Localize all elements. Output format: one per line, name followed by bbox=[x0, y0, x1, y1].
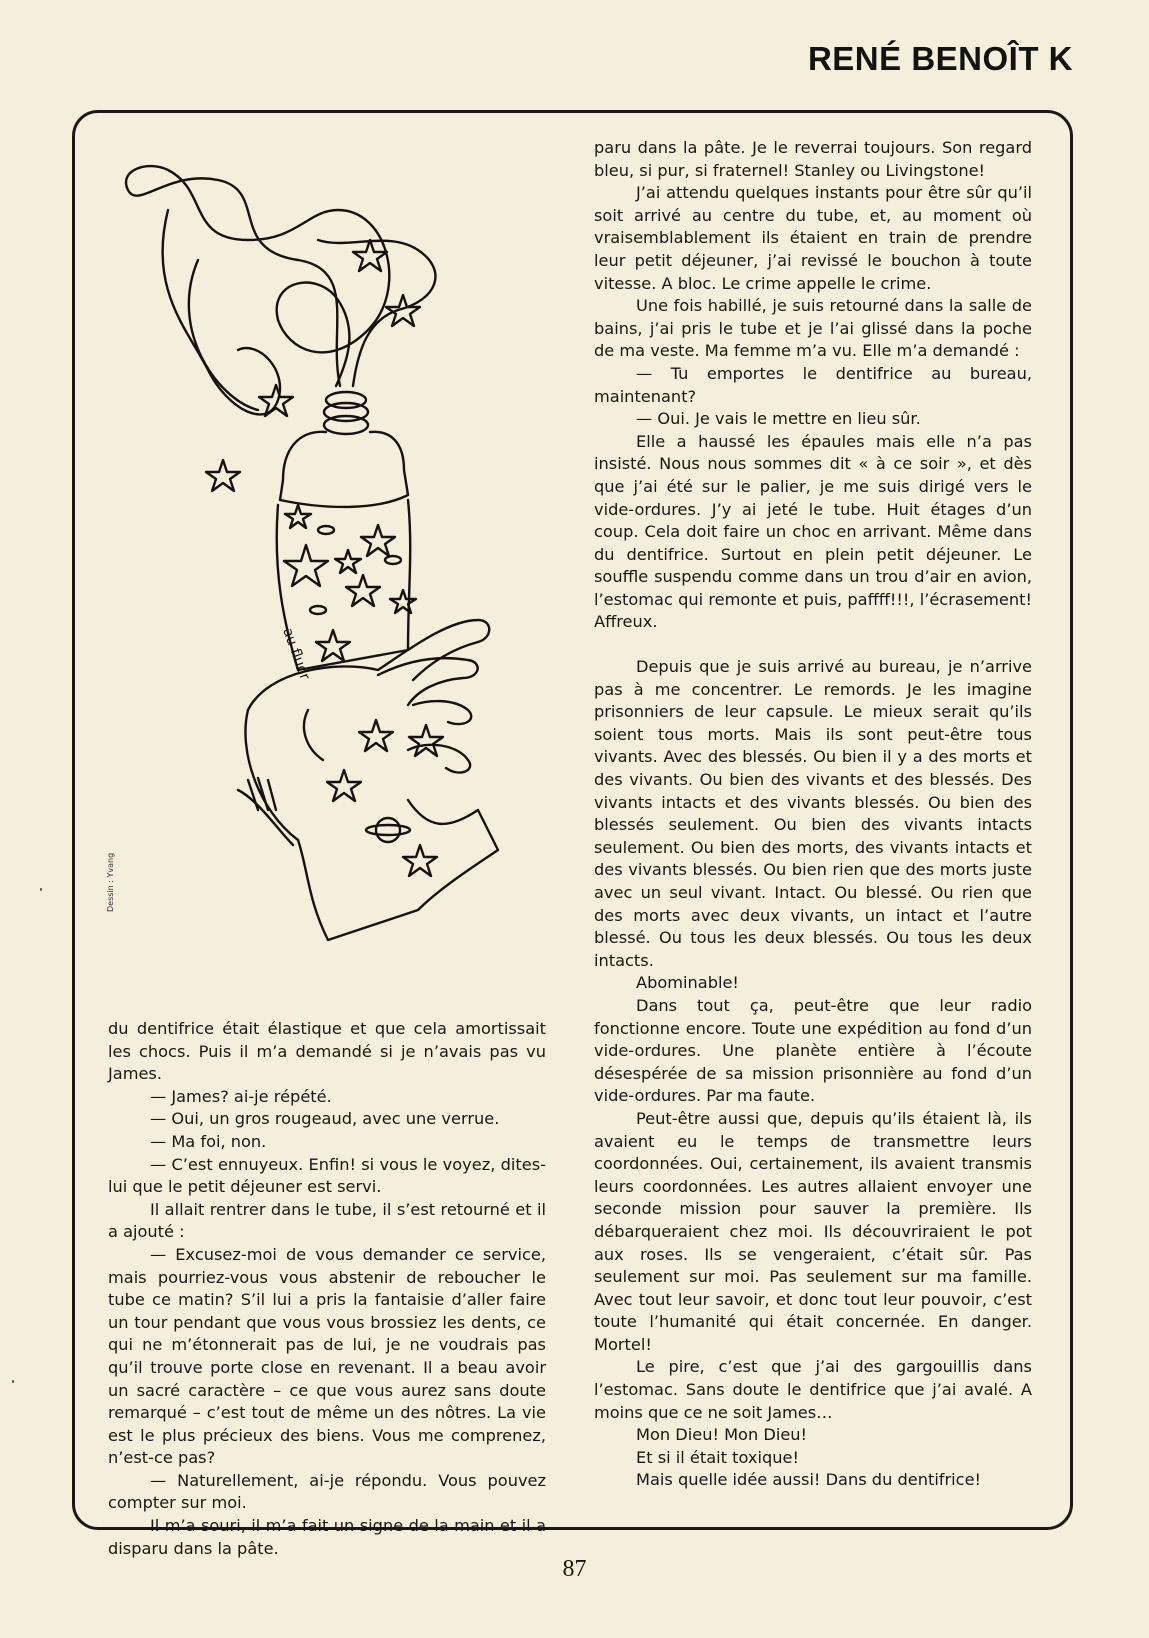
paragraph: Le pire, c’est que j’ai des gargouillis dans l’estomac. Sans doute le dentifrice que j’ai avalé. A moins que ce ne soit James… bbox=[594, 1357, 1032, 1422]
paper-speck bbox=[12, 1380, 14, 1383]
paragraph: du dentifrice était élastique et que cela amortissait les chocs. Puis il m’a demandé si je n’avais pas vu James. bbox=[108, 1019, 546, 1084]
paragraph: — Excusez-moi de vous demander ce service, mais pourriez-vous vous abstenir de reboucher le tube ce matin? S’il lui a pris la fantaisie d’aller faire un tour pendant que vous vous brossiez les dents, ce qui ne m’étonnerait pas de lui, je ne voudrais pas qu’il trouve porte close en revenant. Il a beau avoir un sacré caractère – ce que vous aurez sans doute remarqué – c’est tout de même un des nôtres. La vie est le plus précieux des biens. Vous me comprenez, n’est-ce pas? bbox=[108, 1244, 546, 1468]
paragraph: Depuis que je suis arrivé au bureau, je n’arrive pas à me concentrer. Le remords. Je les imagine prisonniers de leur capsule. Le mieux serait qu’ils soient tous morts. Mais ils sont peut-être tous vivants. Avec des blessés. Ou bien il y a des morts et des vivants. Ou bien des vivants et des blessés. Des vivants intacts et des vivants blessés. Ou bien des blessés seulement. Ou bien des vivants intacts seulement. Ou bien des morts, des vivants intacts et des vivants blessés. Ou bien rien que des morts juste avec un seul vivant. Intact. Ou blessé. Ou rien que des morts avec deux vivants, un intact et l’autre blessé. Ou tous les deux blessés. Ou tous les deux intacts. bbox=[594, 657, 1032, 970]
paragraph: Il allait rentrer dans le tube, il s’est retourné et il a ajouté : bbox=[108, 1199, 546, 1242]
paragraph: Une fois habillé, je suis retourné dans la salle de bains, j’ai pris le tube et je l’ai glissé dans la poche de ma veste. Ma femme m’a vu. Elle m’a demandé : bbox=[594, 296, 1032, 361]
paragraph: Mon Dieu! Mon Dieu! bbox=[636, 1425, 808, 1445]
left-text-column bbox=[108, 1018, 546, 1560]
paragraph: Abominable! bbox=[636, 973, 739, 993]
right-text-column bbox=[594, 137, 1032, 1492]
paragraph: Et si il était toxique! bbox=[636, 1447, 799, 1467]
paragraph: paru dans la pâte. Je le reverrai toujours. Son regard bleu, si pur, si fraternel! Stanley ou Livingstone! bbox=[594, 138, 1032, 180]
paragraph: — Tu emportes le dentifrice au bureau, maintenant? bbox=[594, 363, 1032, 406]
paragraph: J’ai attendu quelques instants pour être sûr qu’il soit arrivé au centre du tube, et, au moment où vraisemblablement ils étaient en train de prendre leur petit déjeuner, j’ai revissé le bouchon à toute vitesse. A bloc. Le crime appelle le crime. bbox=[594, 183, 1032, 293]
paragraph: Peut-être aussi que, depuis qu’ils étaient là, ils avaient eu le temps de transmettre leurs coordonnées. Oui, certainement, ils avaient transmis leurs coordonnées. Les autres allaient envoyer une seconde mission pour sauver la première. Ils débarqueraient chez moi. Ils découvriraient le pot aux roses. Ils se vengeraient, c’était sûr. Pas seulement sur moi. Pas seulement sur ma famille. Avec tout leur savoir, et donc tout leur pouvoir, c’est toute l’humanité qui était concernée. En danger. Mortel! bbox=[594, 1108, 1032, 1354]
paragraph: — Naturellement, ai-je répondu. Vous pouvez compter sur moi. bbox=[108, 1470, 546, 1513]
star-icons bbox=[206, 240, 443, 876]
paragraph: — Oui, un gros rougeaud, avec une verrue. bbox=[150, 1109, 500, 1129]
paragraph: — James? ai-je répété. bbox=[150, 1086, 332, 1106]
paragraph: — C’est ennuyeux. Enfin! si vous le voyez, dites-lui que le petit déjeuner est servi. bbox=[108, 1154, 546, 1197]
paragraph: Mais quelle idée aussi! Dans du dentifrice! bbox=[636, 1470, 982, 1490]
tube-body bbox=[280, 432, 408, 507]
paragraph: — Ma foi, non. bbox=[150, 1131, 267, 1151]
illustration-credit: Dessin : Yvang bbox=[106, 852, 115, 912]
toothpaste-tube-illustration bbox=[108, 150, 568, 980]
page-number: 87 bbox=[562, 1556, 587, 1582]
paragraph: Dans tout ça, peut-être que leur radio fonctionne encore. Toute une expédition au fond d’un vide-ordures. Une planète entière à l’écoute désespérée de sa mission prisonnière au fond d’un vide-ordures. Par ma faute. bbox=[594, 995, 1032, 1106]
paragraph: Il m’a souri, il m’a fait un signe de la main et il a disparu dans la pâte. bbox=[108, 1516, 546, 1558]
artist-signature: au fluor bbox=[279, 625, 313, 683]
paragraph: — Oui. Je vais le mettre en lieu sûr. bbox=[636, 409, 921, 429]
paragraph: Elle a haussé les épaules mais elle n’a pas insisté. Nous nous sommes dit « à ce soir », et dès que j’ai été sur le palier, je me suis dirigé vers le vide-ordures. J’y ai jeté le tube. Huit étages d’un coup. Cela doit faire un choc en arrivant. Même dans du dentifrice. Surtout en plein petit déjeuner. Le souffle suspendu comme dans un trou d’air en avion, l’estomac qui remonte et puis, paffff!!!, l’écrasement! Affreux. bbox=[594, 431, 1032, 632]
paper-speck bbox=[40, 888, 42, 891]
author-header: RENÉ BENOÎT K bbox=[807, 40, 1073, 77]
